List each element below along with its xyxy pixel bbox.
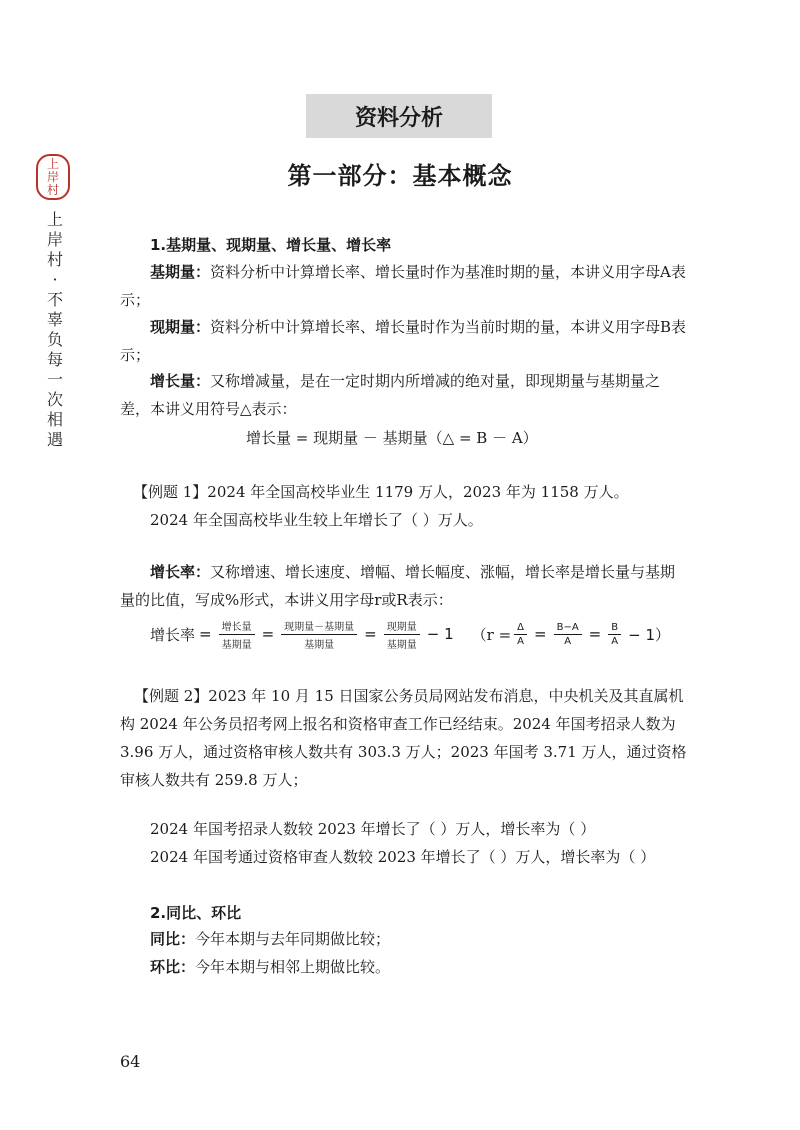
increase-definition xyxy=(120,367,690,423)
equals-sign: = xyxy=(364,625,377,643)
equals-sign: = xyxy=(261,625,275,643)
seal-text: 上岸村 xyxy=(46,156,59,197)
example-2-question-2: 2024 年国考通过资格审查人数较 2023 年增长了（ ）万人，增长率为（ ） xyxy=(150,848,656,866)
current-term: 现期量： xyxy=(150,318,211,336)
mom-term: 环比： xyxy=(150,958,196,976)
fraction-4-numerator: Δ xyxy=(514,622,527,635)
base-definition xyxy=(120,258,690,314)
paren-close: − 1） xyxy=(628,625,671,644)
example-1-line-2: 2024 年全国高校毕业生较上年增长了（ ）万人。 xyxy=(150,511,483,529)
section-1-heading: 1.基期量、现期量、增长量、增长率 xyxy=(150,236,392,254)
fraction-3-numerator: 现期量 xyxy=(384,618,420,635)
formula-growth-rate xyxy=(150,612,674,656)
base-text: 资料分析中计算增长率、增长量时作为基准时期的量，本讲义用字母A表示； xyxy=(120,263,686,309)
section-title-box xyxy=(306,94,492,138)
example-2-question-1: 2024 年国考招录人数较 2023 年增长了（ ）万人，增长率为（ ） xyxy=(150,820,596,838)
rate-definition xyxy=(120,558,690,614)
minus-one: − 1 xyxy=(426,625,454,643)
fraction-5 xyxy=(554,622,582,647)
equals-sign: = xyxy=(588,625,602,643)
increase-term: 增长量： xyxy=(150,372,211,390)
rate-term: 增长率： xyxy=(150,563,211,581)
formula-increase: 增长量 = 现期量 － 基期量（△ = B － A） xyxy=(246,429,538,447)
fraction-4-denominator: A xyxy=(517,635,524,647)
fraction-1-denominator: 基期量 xyxy=(221,639,252,651)
fraction-6-numerator: B xyxy=(608,622,621,635)
fraction-4 xyxy=(514,622,527,647)
fraction-3-denominator: 基期量 xyxy=(386,639,417,651)
page-number: 64 xyxy=(120,1052,141,1071)
fraction-5-numerator: B−A xyxy=(554,622,582,635)
mom-definition xyxy=(150,956,390,977)
fraction-2-denominator: 基期量 xyxy=(304,639,335,651)
base-term: 基期量： xyxy=(150,263,211,281)
example-1-line-1: 【例题 1】2024 年全国高校毕业生 1179 万人，2023 年为 1158 万人。 xyxy=(133,483,629,501)
part-title: 第一部分：基本概念 xyxy=(287,161,513,190)
example-2-text: 【例题 2】2023 年 10 月 15 日国家公务员局网站发布消息，中央机关及其直属机构 2024 年公务员招考网上报名和资格审查工作已经结束。2024 年国考招录人数为 3.96 万人，通过资格审核人数共有 303.3 万人；2023 年国考 3.71 万人，通过资格审核人数共有 259.8 万人； xyxy=(120,687,687,789)
fraction-6 xyxy=(608,622,621,647)
formula-lhs: 增长率 xyxy=(150,625,196,644)
paren-open: （r = xyxy=(471,625,512,644)
rate-text: 又称增速、增长速度、增幅、增长幅度、涨幅，增长率是增长量与基期量的比值，写成%形式，本讲义用字母r或R表示： xyxy=(120,563,676,609)
equals-sign: = xyxy=(199,625,212,643)
fraction-2-numerator: 现期量－基期量 xyxy=(281,618,357,635)
side-slogan: 上岸村·不辜负每一次相遇 xyxy=(46,210,63,449)
fraction-3 xyxy=(384,618,420,651)
yoy-definition xyxy=(150,928,390,949)
equals-sign: = xyxy=(534,625,547,643)
mom-text: 今年本期与相邻上期做比较。 xyxy=(195,958,391,976)
fraction-1 xyxy=(219,618,255,651)
fraction-5-denominator: A xyxy=(564,635,572,647)
increase-text: 又称增减量，是在一定时期内所增减的绝对量，即现期量与基期量之差，本讲义用符号△表示： xyxy=(120,372,661,418)
fraction-1-numerator: 增长量 xyxy=(219,618,255,635)
section-2-heading: 2.同比、环比 xyxy=(150,904,242,922)
yoy-term: 同比： xyxy=(150,930,196,948)
yoy-text: 今年本期与去年同期做比较； xyxy=(195,930,391,948)
current-definition xyxy=(120,313,690,369)
fraction-2 xyxy=(281,618,357,651)
fraction-6-denominator: A xyxy=(611,635,619,647)
current-text: 资料分析中计算增长率、增长量时作为当前时期的量，本讲义用字母B表示； xyxy=(120,318,687,364)
section-title: 资料分析 xyxy=(354,105,443,131)
